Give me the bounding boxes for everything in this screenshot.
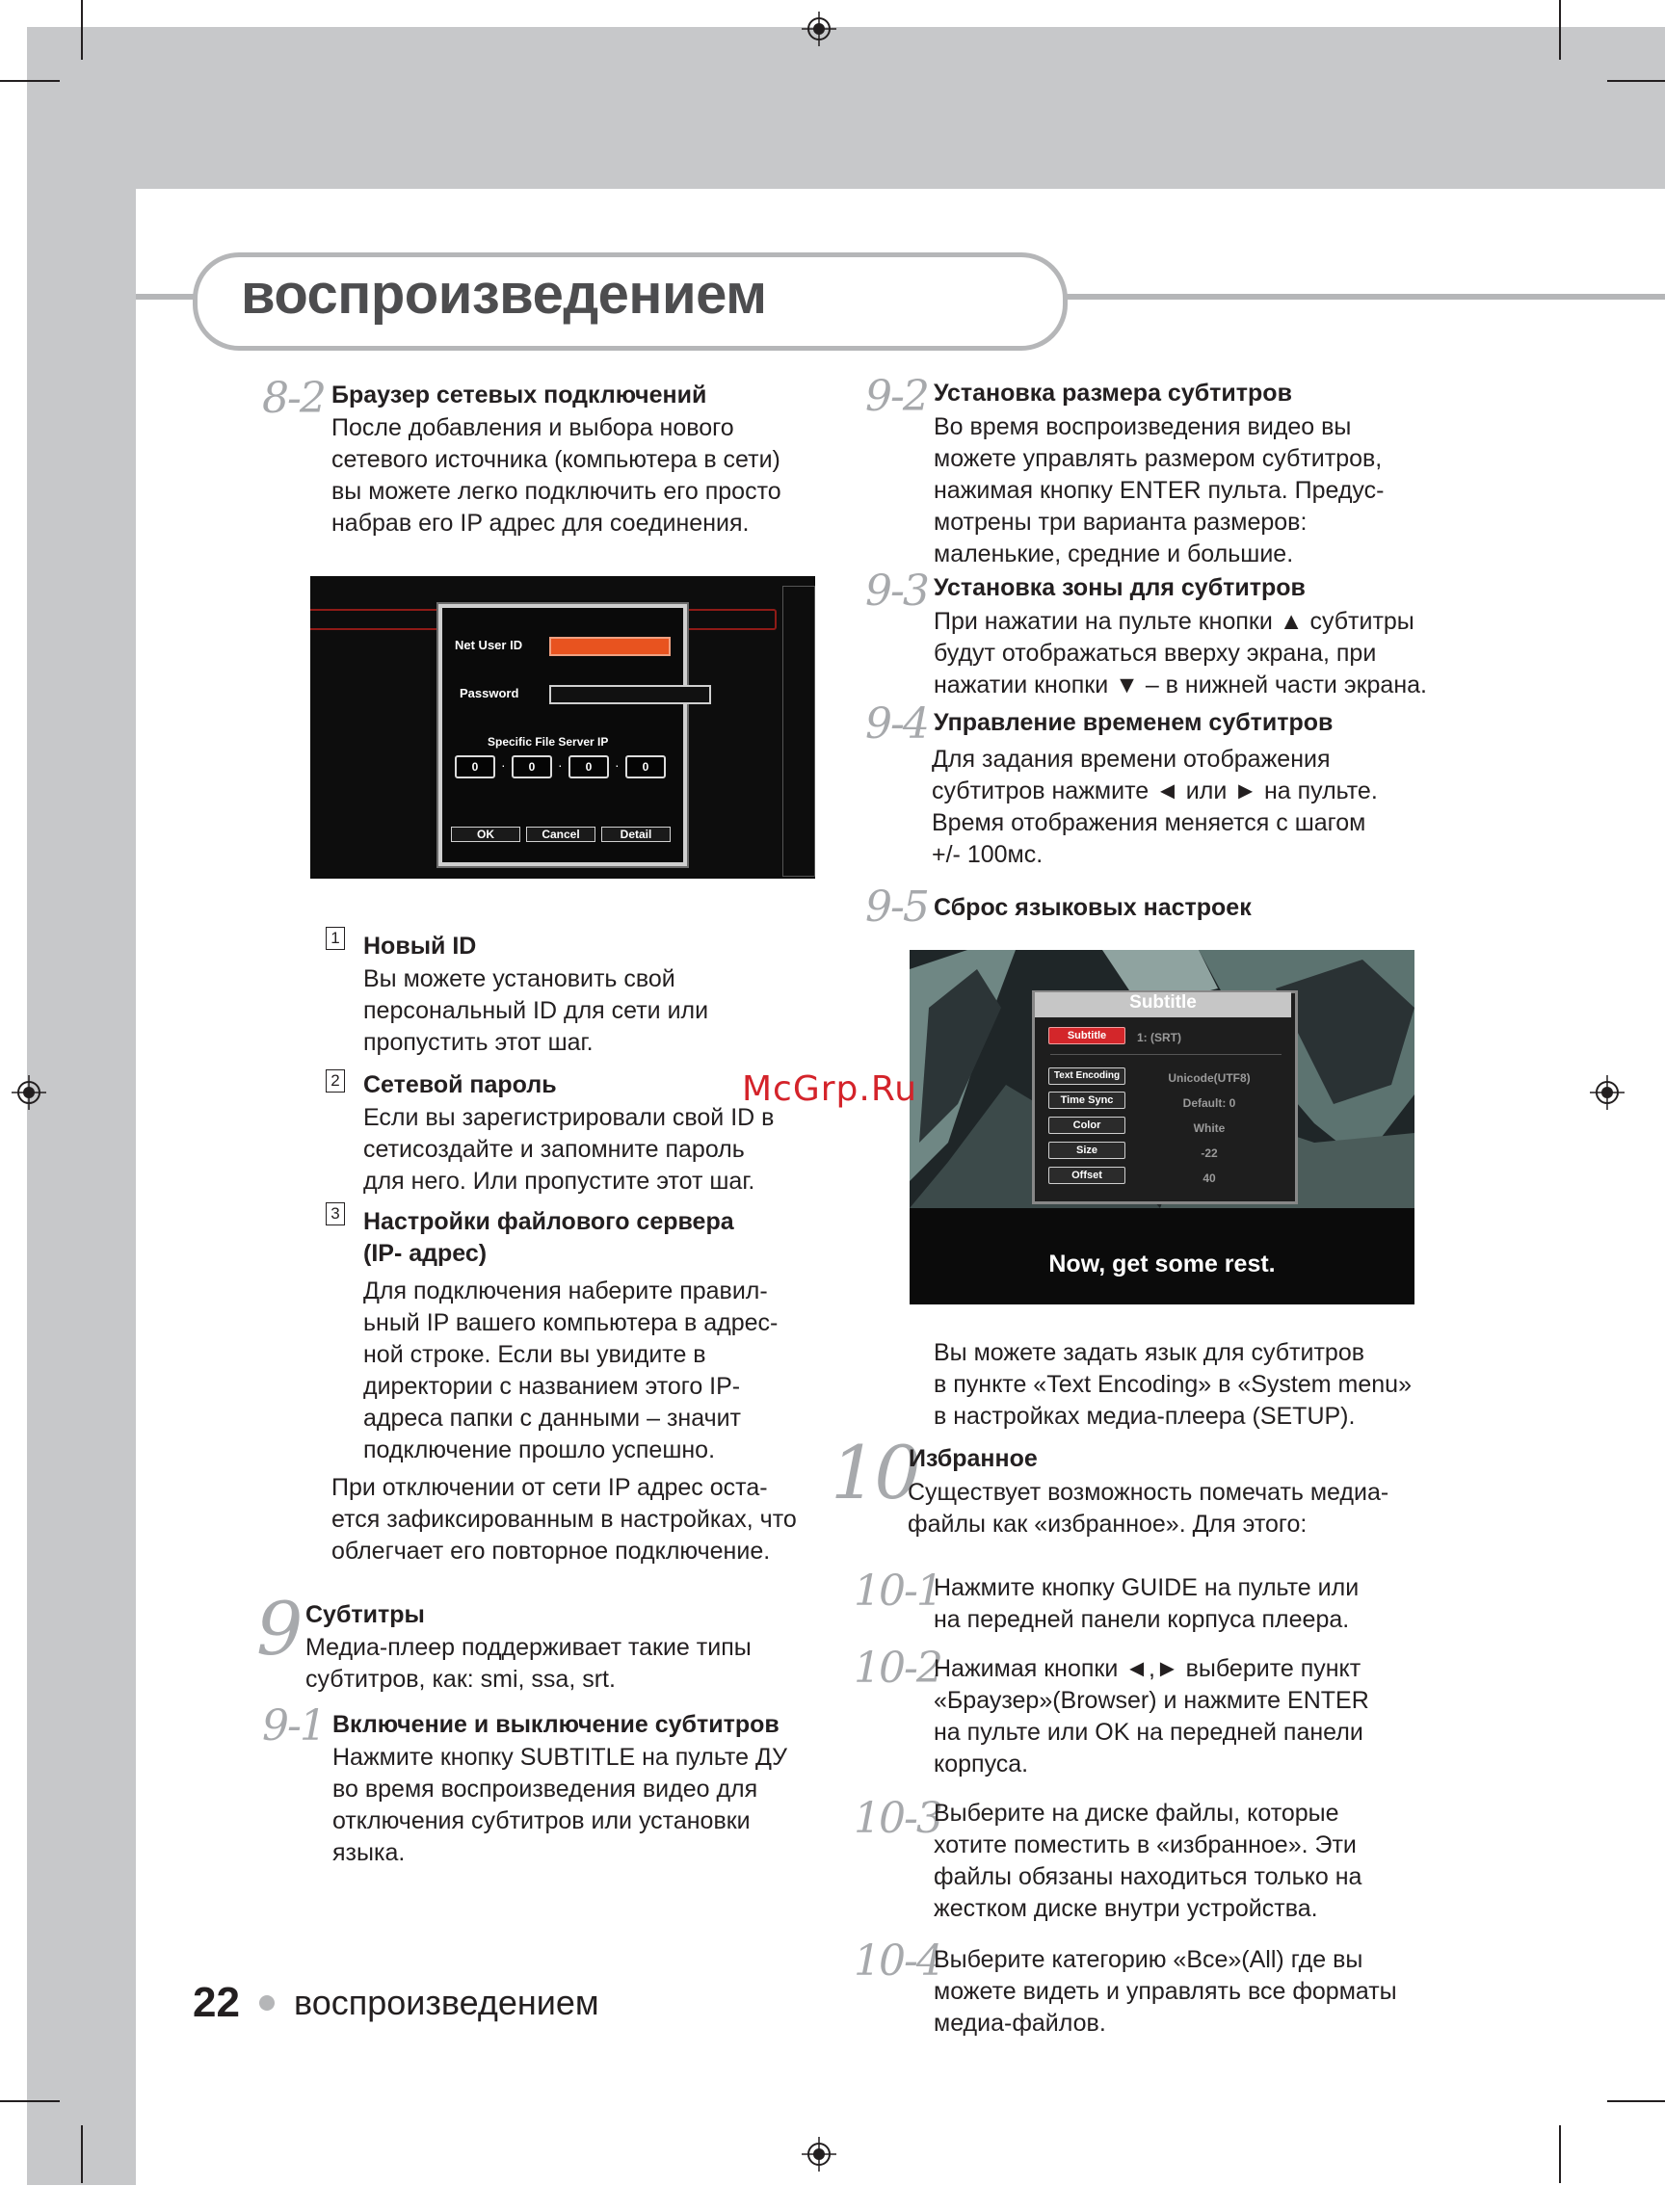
ok-button[interactable]: OK xyxy=(451,827,520,842)
item-number-box: 2 xyxy=(326,1069,345,1093)
section-number: 9-3 xyxy=(865,566,928,616)
section-number: 9-4 xyxy=(865,699,928,749)
offset-value: 40 xyxy=(1202,1172,1216,1185)
ip-dot: · xyxy=(558,757,563,773)
crop-mark xyxy=(81,0,83,60)
header-rule xyxy=(136,294,196,300)
section-title: Установка зоны для субтитров xyxy=(934,574,1306,601)
size-value: -22 xyxy=(1201,1146,1218,1160)
section-number: 10-3 xyxy=(854,1794,941,1843)
item-title: (IP- адрес) xyxy=(363,1240,488,1267)
section-title: Управление временем субтитров xyxy=(934,709,1334,736)
item-title: Сетевой пароль xyxy=(363,1071,557,1098)
crop-mark xyxy=(1607,2100,1665,2102)
detail-button[interactable]: Detail xyxy=(601,827,671,842)
section-body: Во время воспроизведения видео вы можете управлять размером субтитров, нажимая кнопку ENTER пульта. Предус- мотрены три варианта размеров: маленькие, средние и большие. xyxy=(934,413,1385,567)
section-body: Нажмите кнопку GUIDE на пульте или на передней панели корпуса плеера. xyxy=(934,1574,1360,1633)
password-field[interactable] xyxy=(549,685,711,704)
page-title: воспроизведением xyxy=(241,263,767,326)
subtitle-caption: Now, get some rest. xyxy=(1048,1251,1276,1277)
section-title: Включение и выключение субтитров xyxy=(332,1711,780,1738)
server-ip-label: Specific File Server IP xyxy=(488,735,609,749)
crop-mark xyxy=(0,2100,60,2102)
ip-dot: · xyxy=(501,757,506,773)
item-body: Вы можете установить свой персональный ID для сети или пропустить этот шаг. xyxy=(363,965,709,1056)
section-number: 9 xyxy=(256,1586,301,1672)
size-button[interactable]: Size xyxy=(1048,1142,1125,1159)
section-body: Выберите на диске файлы, которые хотите поместить в «избранное». Эти файлы обязаны находиться только на жестком диске внутри устройства. xyxy=(934,1800,1362,1922)
color-button[interactable]: Color xyxy=(1048,1117,1125,1134)
section-number: 10 xyxy=(831,1430,918,1515)
registration-mark-icon xyxy=(802,12,836,46)
section-body: Нажимая кнопки ◄,► выберите пункт «Браузер»(Browser) и нажмите ENTER на пульте или OK на передней панели корпуса. xyxy=(934,1655,1369,1778)
net-user-id-field[interactable] xyxy=(549,637,671,656)
header-band xyxy=(27,27,1665,189)
crop-mark xyxy=(1607,80,1665,82)
cancel-button[interactable]: Cancel xyxy=(526,827,595,842)
dialog-title: Subtitle xyxy=(1129,992,1197,1013)
text-encoding-button[interactable]: Text Encoding xyxy=(1048,1067,1125,1085)
ip-octet-field[interactable]: 0 xyxy=(568,755,609,778)
section-number: 10-4 xyxy=(854,1936,941,1986)
section-title: Сброс языковых настроек xyxy=(934,894,1252,921)
section-body: После добавления и выбора нового сетевого источника (компьютера в сети) вы можете легко подключить его просто набрав его IP адрес для соединения. xyxy=(331,414,781,537)
offset-button[interactable]: Offset xyxy=(1048,1167,1125,1184)
section-body: Медиа-плеер поддерживает такие типы субтитров, как: smi, ssa, srt. xyxy=(305,1634,752,1693)
section-body: Нажмите кнопку SUBTITLE на пульте ДУ во время воспроизведения видео для отключения субтитров или установки языка. xyxy=(332,1744,788,1866)
section-number: 9-2 xyxy=(865,372,928,421)
subtitle-value: 1: (SRT) xyxy=(1137,1031,1181,1044)
section-body: Выберите категорию «Все»(All) где вы можете видеть и управлять все форматы медиа-файлов. xyxy=(934,1946,1397,2037)
section-number: 10-2 xyxy=(854,1644,941,1693)
section-body: При нажатии на пульте кнопки ▲ субтитры будут отображаться вверху экрана, при нажатии кнопки ▼ – в нижней части экрана. xyxy=(934,608,1427,698)
password-label: Password xyxy=(460,686,519,700)
section-title: Субтитры xyxy=(305,1601,425,1628)
registration-mark-icon xyxy=(802,2137,836,2172)
item-title: Настройки файлового сервера xyxy=(363,1208,734,1235)
section-body: Для задания времени отображения субтитров нажмите ◄ или ► на пульте. Время отображения меняется с шагом +/- 100мс. xyxy=(932,746,1378,868)
subtitle-button[interactable]: Subtitle xyxy=(1048,1027,1125,1044)
text-encoding-value: Unicode(UTF8) xyxy=(1168,1071,1251,1085)
section-number: 10-1 xyxy=(854,1567,941,1616)
net-user-id-label: Net User ID xyxy=(455,638,523,652)
time-sync-button[interactable]: Time Sync xyxy=(1048,1092,1125,1109)
ip-dot: · xyxy=(615,757,620,773)
ip-octet-field[interactable]: 0 xyxy=(455,755,495,778)
crop-mark xyxy=(0,80,60,82)
dialog-divider xyxy=(1050,1054,1282,1055)
registration-mark-icon xyxy=(1590,1075,1625,1110)
crop-mark xyxy=(1559,0,1561,60)
page-number: 22 xyxy=(193,1979,240,2026)
watermark: McGrp.Ru xyxy=(742,1069,918,1109)
footer-title: воспроизведением xyxy=(294,1983,599,2022)
crop-mark xyxy=(81,2125,83,2183)
section-number: 9-5 xyxy=(865,882,928,932)
section-title: Избранное xyxy=(909,1445,1038,1472)
item-title: Новый ID xyxy=(363,933,477,960)
section-number: 9-1 xyxy=(262,1701,325,1751)
registration-mark-icon xyxy=(12,1075,46,1110)
header-rule xyxy=(1062,294,1665,300)
screen-side-panel xyxy=(782,586,815,877)
ip-octet-field[interactable]: 0 xyxy=(512,755,552,778)
time-sync-value: Default: 0 xyxy=(1182,1096,1236,1110)
bullet-icon xyxy=(259,1995,275,2011)
color-value: White xyxy=(1193,1121,1226,1135)
item-body: Для подключения наберите правил- ьный IP вашего компьютера в адрес- ной строке. Если вы увидите в директории с названием этого IP- адреса папки с данными – значит подключение прошло успешно. xyxy=(363,1277,779,1463)
item-number-box: 3 xyxy=(326,1202,345,1225)
section-body: Вы можете задать язык для субтитров в пункте «Text Encoding» в «System menu» в настройках медиа-плеера (SETUP). xyxy=(934,1339,1412,1430)
section-body: Существует возможность помечать медиа- файлы как «избранное». Для этого: xyxy=(908,1479,1389,1538)
ip-octet-field[interactable]: 0 xyxy=(625,755,666,778)
paragraph: При отключении от сети IP адрес оста- ется зафиксированным в настройках, что облегчает его повторное подключение. xyxy=(331,1474,797,1565)
item-body: Если вы зарегистрировали свой ID в сетисоздайте и запомните пароль для него. Или пропустите этот шаг. xyxy=(363,1104,775,1195)
item-number-box: 1 xyxy=(326,927,345,950)
crop-mark xyxy=(1559,2125,1561,2183)
section-number: 8-2 xyxy=(262,374,325,423)
section-title: Установка размера субтитров xyxy=(934,380,1292,407)
section-title: Браузер сетевых подключений xyxy=(331,382,707,408)
